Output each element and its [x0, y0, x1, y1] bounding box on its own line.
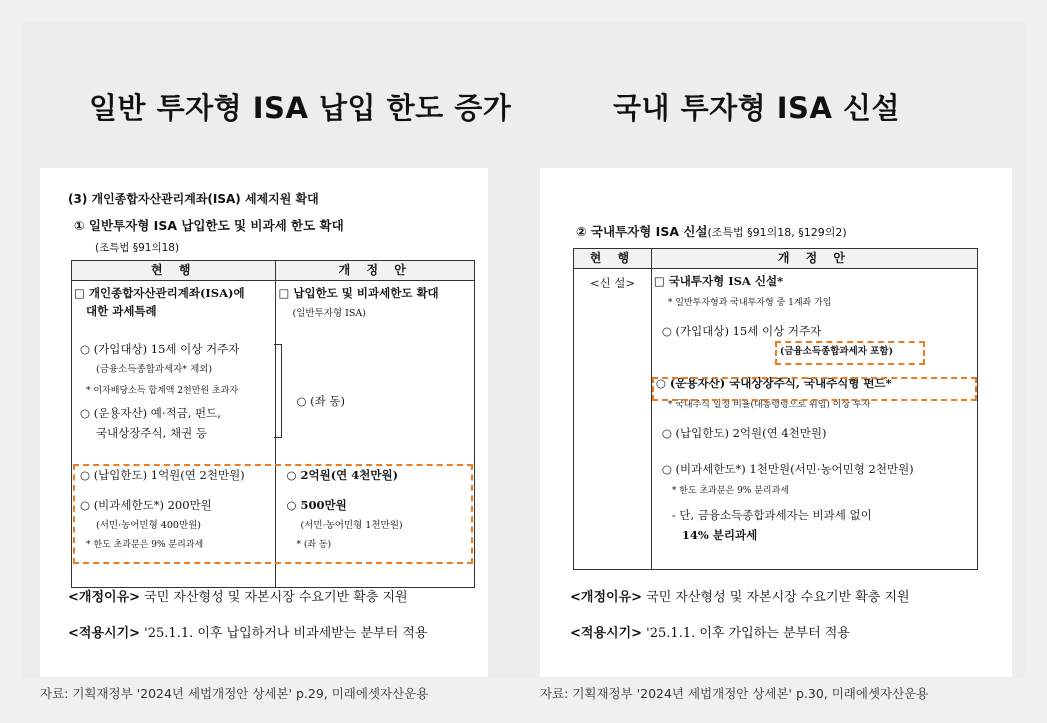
revised-assets-right: ○ (운용자산) 국내상장주식, 국내주식형 펀드* — [655, 376, 892, 390]
apply-text: '25.1.1. 이후 납입하거나 비과세받는 분부터 적용 — [144, 626, 428, 641]
revised-title-footnote: * 일반투자형과 국내투자형 중 1계좌 가입 — [667, 298, 832, 308]
apply-label: <적용시기> — [68, 626, 141, 641]
revised-footnote: * (좌 동) — [296, 540, 332, 550]
revised-title: □ 납입한도 및 비과세한도 확대 — [278, 286, 439, 300]
comparison-table-right — [573, 248, 978, 570]
revised-taxfree-note: (서민·농어민형 1천만원) — [300, 520, 403, 531]
right-document-panel — [540, 168, 1012, 677]
revised-note-1: - 단, 금융소득종합과세자는 비과세 없이 — [671, 508, 872, 522]
left-headline: 일반 투자형 ISA 납입 한도 증가 — [89, 91, 512, 125]
current-taxfree: ○ (비과세한도*) 200만원 — [80, 498, 212, 512]
apply-text-right: '25.1.1. 이후 가입하는 분부터 적용 — [646, 626, 850, 641]
current-title: □ 개인종합자산관리계좌(ISA)에 — [74, 286, 245, 300]
current-title-2: 대한 과세특례 — [86, 304, 157, 318]
column-header-revised: 개 정 안 — [276, 261, 475, 281]
subsection-title: ① 일반투자형 ISA 납입한도 및 비과세 한도 확대 — [74, 218, 344, 233]
column-header-current-right: 현 행 — [574, 249, 652, 269]
bracket-line — [274, 344, 282, 438]
current-assets: ○ (운용자산) 예·적금, 펀드, — [80, 406, 221, 420]
revised-target-note: (금융소득종합과세자 포함) — [779, 346, 894, 357]
revision-reason-right — [570, 586, 910, 605]
column-header-revised-right: 개 정 안 — [651, 249, 977, 269]
current-limit: ○ (납입한도) 1억원(연 2천만원) — [80, 468, 245, 482]
revised-taxfree: ○ 500만원 — [286, 498, 347, 512]
reason-text-right: 국민 자산형성 및 자본시장 수요기반 확충 지원 — [646, 590, 910, 605]
current-target-note: (금융소득종합과세자* 제외) — [96, 364, 213, 375]
source-right: 자료: 기획재정부 '2024년 세법개정안 상세본' p.30, 미래에셋자산운용 — [540, 686, 929, 701]
reason-label: <개정이유> — [68, 590, 141, 605]
highlight-box-target — [775, 341, 925, 365]
highlight-box-limit — [73, 464, 473, 564]
application-period — [68, 622, 427, 641]
left-document-panel — [40, 168, 488, 677]
revised-title-note: (일반투자형 ISA) — [292, 308, 366, 319]
revised-taxfree-footnote: * 한도 초과분은 9% 분리과세 — [671, 486, 789, 496]
revised-same: ○ (좌 동) — [296, 394, 346, 408]
revised-limit: ○ 2억원(연 4천만원) — [286, 468, 399, 482]
current-footnote: * 한도 초과분은 9% 분리과세 — [86, 540, 204, 550]
revised-note-2: 14% 분리과세 — [681, 528, 758, 542]
revised-taxfree-right: ○ (비과세한도*) 1천만원(서민·농어민형 2천만원) — [661, 462, 914, 476]
current-column-right — [574, 269, 652, 570]
application-period-right — [570, 622, 850, 641]
column-header-current: 현 행 — [72, 261, 276, 281]
law-reference-right: (조특법 §91의18, §129의2) — [707, 226, 847, 239]
revision-reason — [68, 586, 408, 605]
new-marker: <신 설> — [589, 276, 635, 290]
revised-limit-right: ○ (납입한도) 2억원(연 4천만원) — [661, 426, 827, 440]
revised-assets-footnote: * 국내주식 일정 비율(대통령령으로 위임) 이상 투자 — [667, 400, 871, 410]
right-headline: 국내 투자형 ISA 신설 — [613, 91, 901, 125]
current-taxfree-note: (서민·농어민형 400만원) — [96, 520, 202, 531]
section-title: (3) 개인종합자산관리계좌(ISA) 세제지원 확대 — [68, 192, 319, 206]
highlight-box-assets — [652, 377, 977, 401]
revised-title-right: □ 국내투자형 ISA 신설* — [653, 274, 784, 288]
subsection-title-right — [576, 222, 847, 240]
revised-column-right — [651, 269, 977, 570]
law-reference: (조특법 §91의18) — [95, 242, 180, 254]
reason-text: 국민 자산형성 및 자본시장 수요기반 확충 지원 — [144, 590, 408, 605]
subsection-text: ② 국내투자형 ISA 신설 — [576, 224, 708, 239]
current-target: ○ (가입대상) 15세 이상 거주자 — [80, 342, 240, 356]
current-assets-2: 국내상장주식, 채권 등 — [96, 426, 207, 440]
revised-target-right: ○ (가입대상) 15세 이상 거주자 — [661, 324, 822, 338]
source-left: 자료: 기획재정부 '2024년 세법개정안 상세본' p.29, 미래에셋자산운용 — [40, 686, 429, 701]
reason-label-right: <개정이유> — [570, 590, 643, 605]
apply-label-right: <적용시기> — [570, 626, 643, 641]
current-target-footnote: * 이자배당소득 합계액 2천만원 초과자 — [86, 386, 239, 396]
